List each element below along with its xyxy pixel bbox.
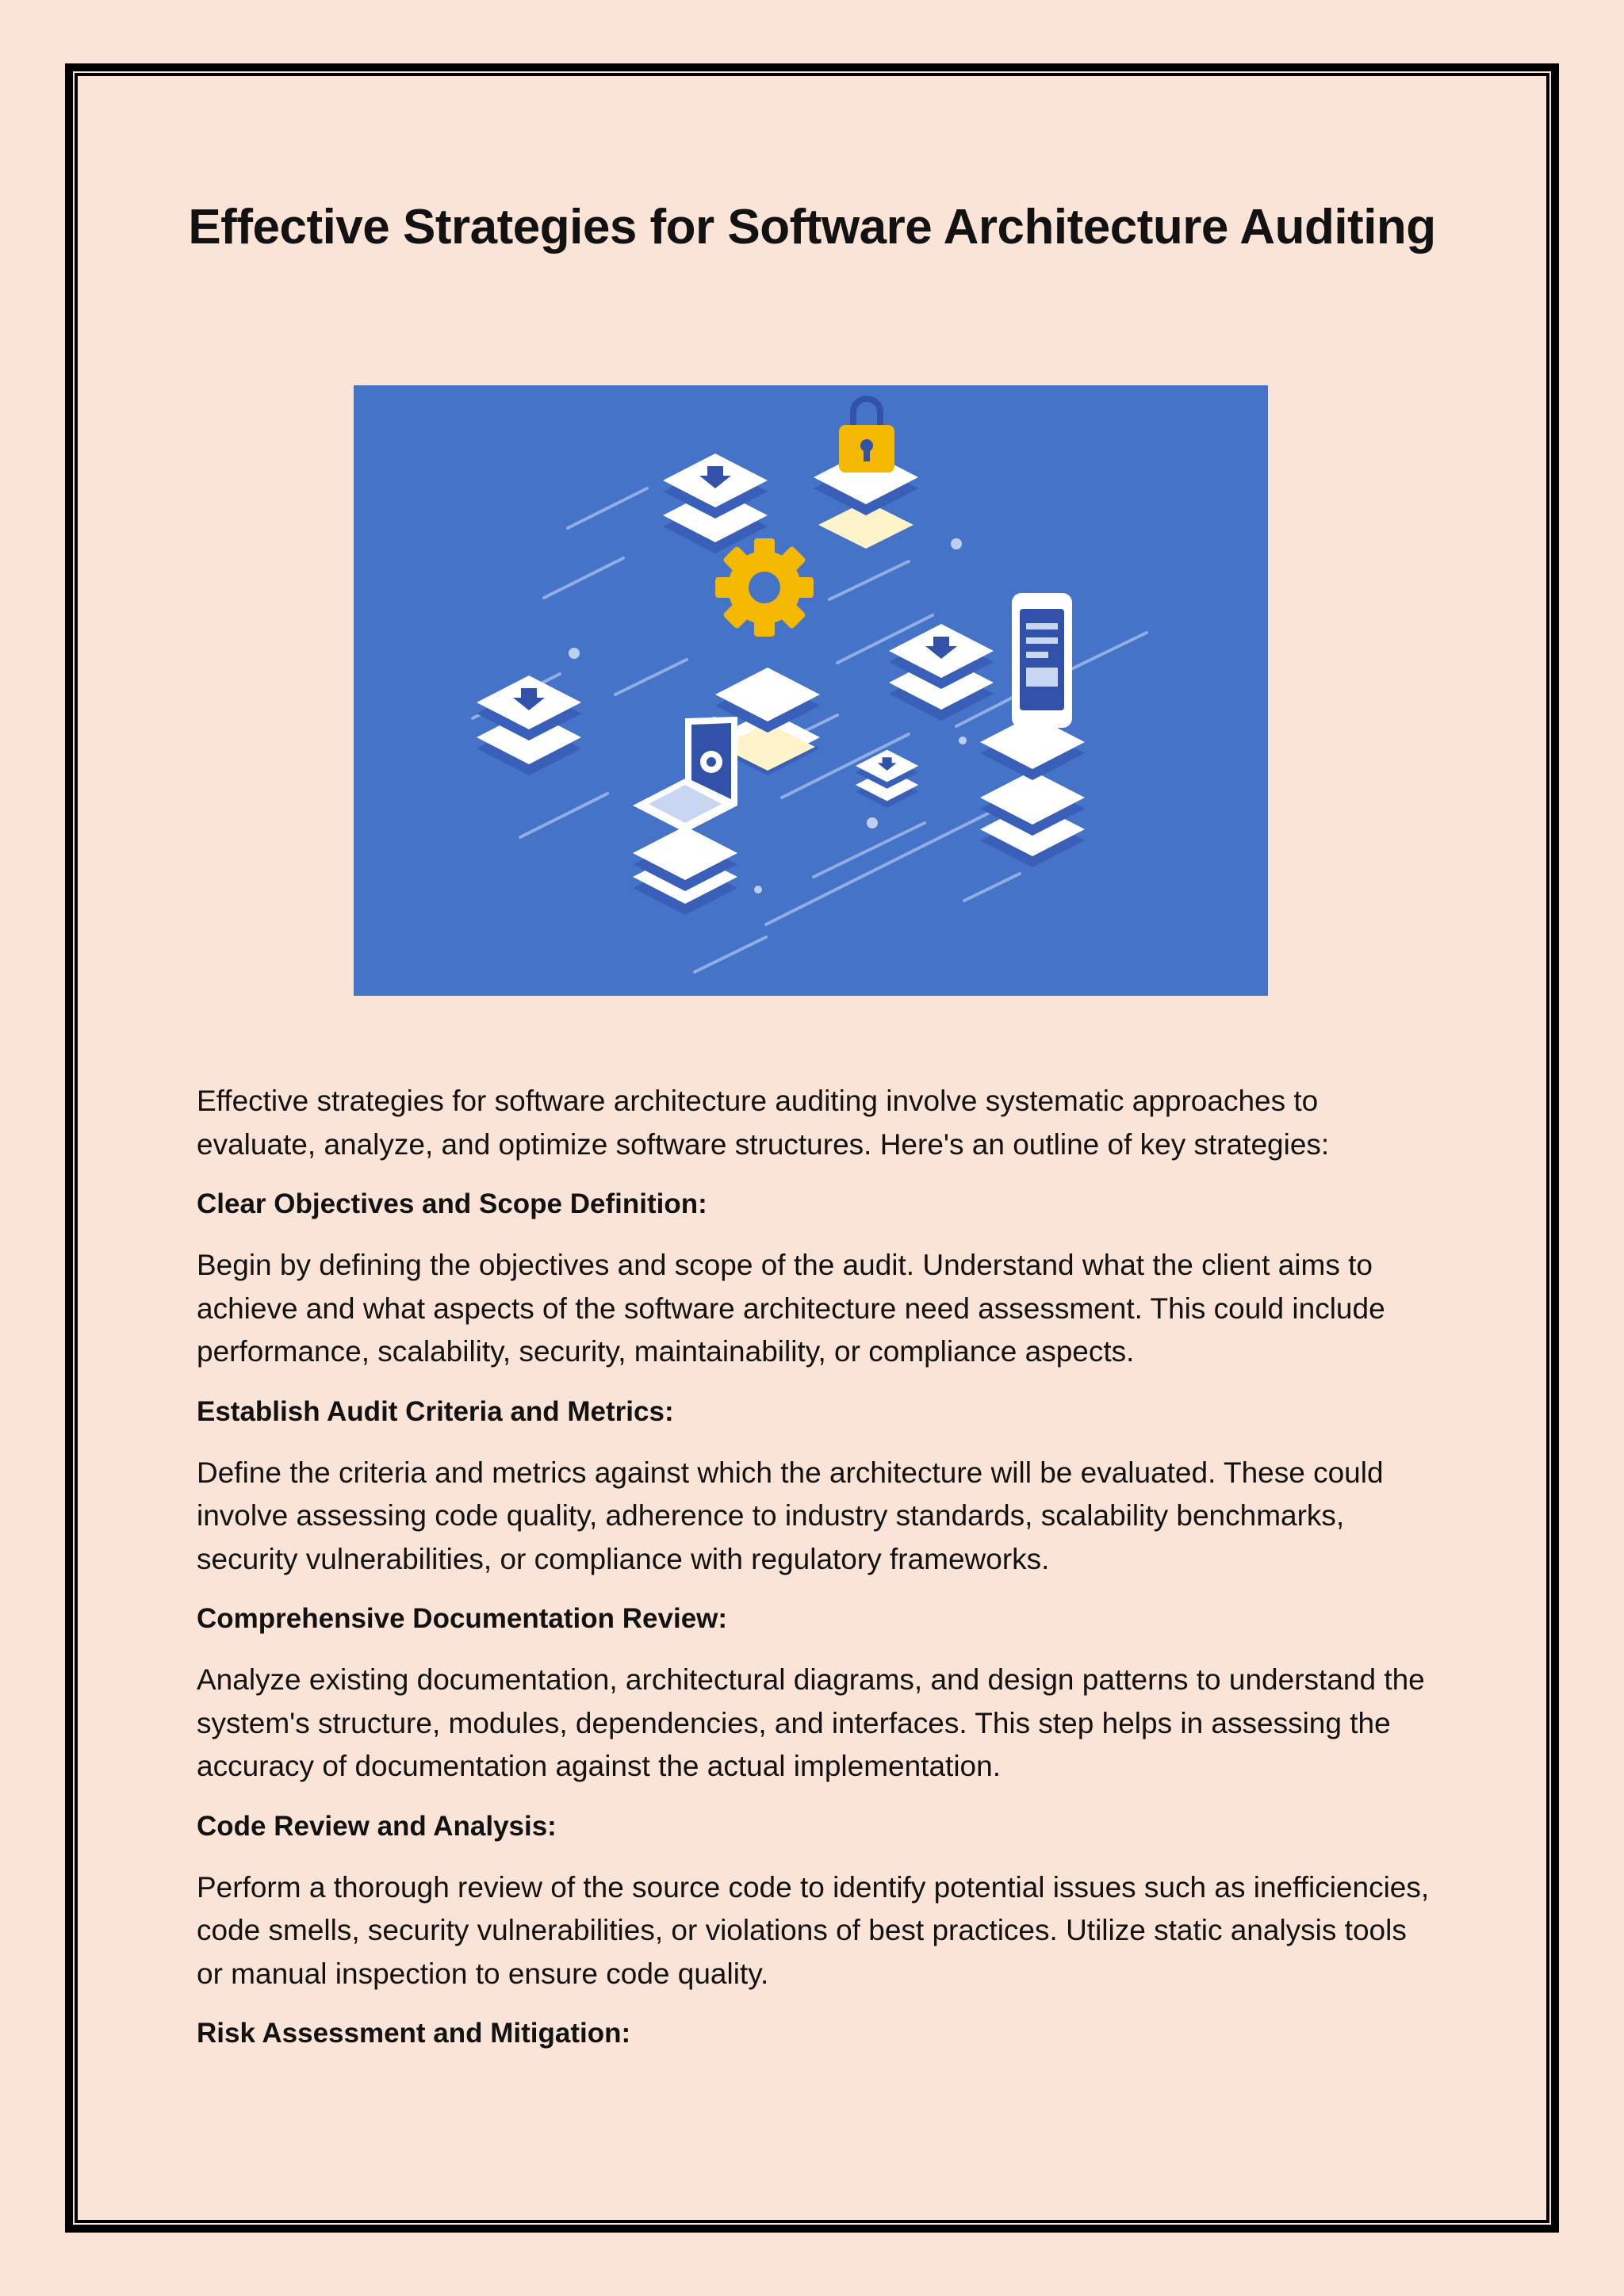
laptop-icon <box>633 717 737 832</box>
section-body: Analyze existing documentation, architectural diagrams, and design patterns to understand the system's structure, modules, dependencies, and interfaces. This step helps in assessing the accuracy of documentation against the actual implementation. <box>197 1663 1425 1782</box>
page-title: Effective Strategies for Software Architecture Auditing <box>188 200 1436 254</box>
intro-paragraph: Effective strategies for software architecture auditing involve systematic approaches to evaluate, analyze, and optimize software structures. Here's an outline of key strategies: <box>197 1085 1330 1161</box>
section-heading: Code Review and Analysis: <box>197 1810 557 1842</box>
lock-icon <box>839 399 894 473</box>
download-icon <box>856 750 918 808</box>
gear-icon <box>715 538 814 637</box>
section-body: Perform a thorough review of the source code to identify potential issues such as inefficiencies, code smells, security vulnerabilities, or violations of best practices. Utilize static analysis tools or manual inspection to ensure code quality. <box>197 1870 1430 1990</box>
section-heading: Risk Assessment and Mitigation: <box>197 2018 631 2049</box>
smartphone-icon <box>1012 593 1072 728</box>
section-heading: Establish Audit Criteria and Metrics: <box>197 1395 674 1427</box>
article-body <box>197 1080 1434 2073</box>
phone-stack <box>980 771 1085 867</box>
section-heading: Clear Objectives and Scope Definition: <box>197 1188 707 1219</box>
download-icon <box>889 624 994 721</box>
hero-illustration <box>354 385 1268 996</box>
section-body: Define the criteria and metrics against which the architecture will be evaluated. These could involve assessing code quality, adherence to industry standards, scalability benchmarks, security vulnerabilities, or compliance with regulatory frameworks. <box>197 1456 1384 1575</box>
laptop-stack <box>633 826 737 915</box>
section-body: Begin by defining the objectives and scope of the audit. Understand what the client aims to achieve and what aspects of the software architecture need assessment. This could include performance, scalability, security, maintainability, or compliance aspects. <box>197 1249 1385 1368</box>
section-heading: Comprehensive Documentation Review: <box>197 1603 728 1634</box>
download-icon <box>477 675 581 775</box>
download-icon <box>663 453 768 553</box>
